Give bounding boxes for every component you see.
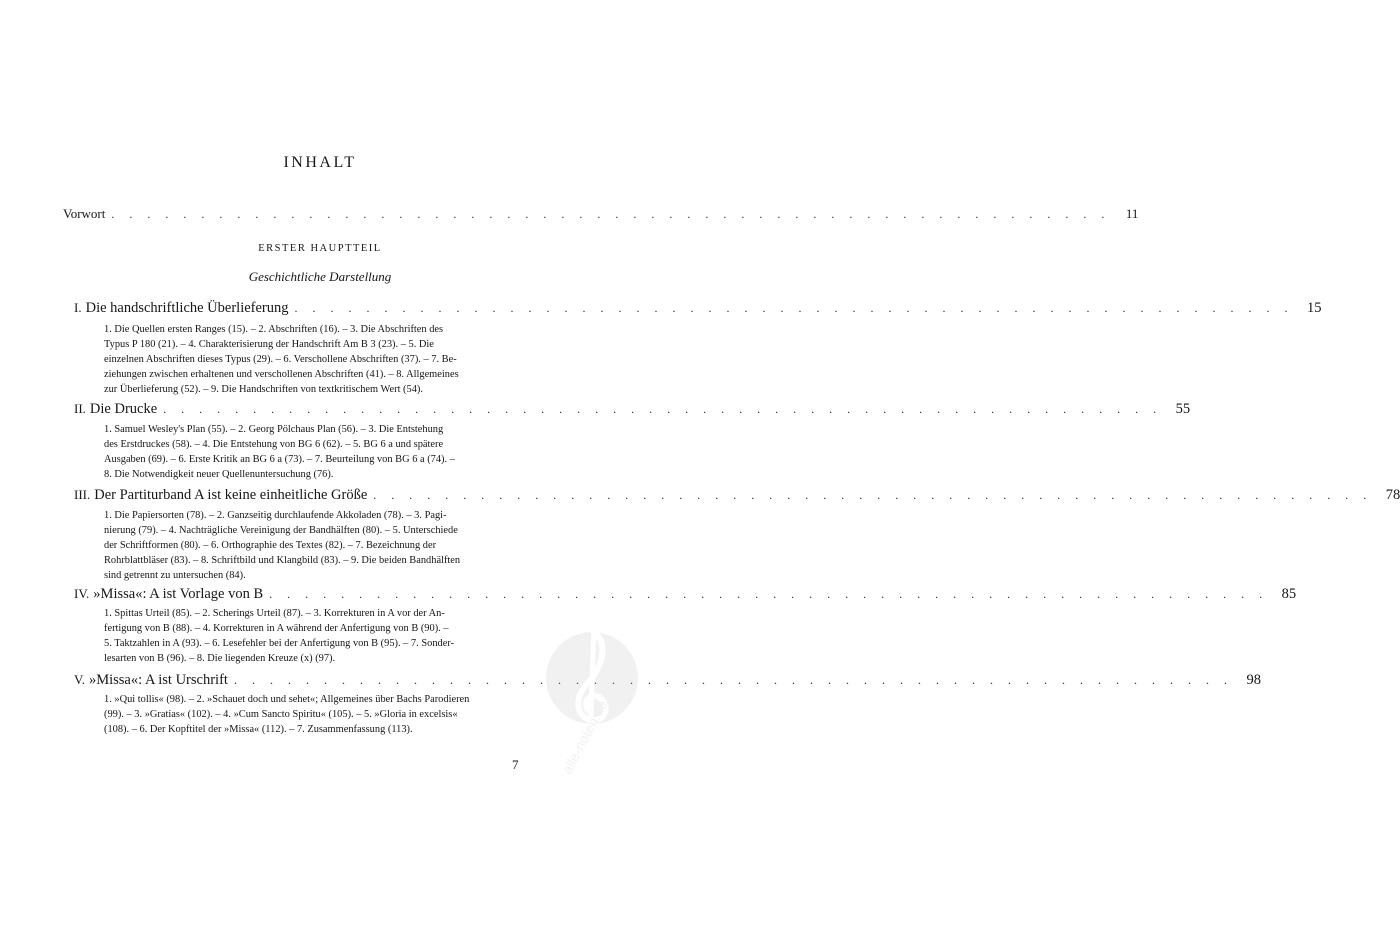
detail-line: fertigung von B (88). – 4. Korrekturen in A während der Anfertigung von B (90). – bbox=[104, 623, 449, 634]
dot-leader: . . . . . . . . . . . . . . . . . . . . . . . . . . . . . . . . . . . . . . . . . . . . . . . . . . . . . . . . bbox=[373, 488, 1373, 502]
chapter-number: III. bbox=[74, 487, 91, 502]
detail-line: zur Überlieferung (52). – 9. Die Handschriften von textkritischem Wert (54). bbox=[104, 384, 423, 395]
detail-line: des Erstdruckes (58). – 4. Die Entstehung von BG 6 (62). – 5. BG 6 a und spätere bbox=[104, 439, 444, 450]
part-heading: ERSTER HAUPTTEIL bbox=[258, 243, 382, 254]
chapter-number: IV. bbox=[74, 586, 90, 601]
detail-line: Rohrblattbläser (83). – 8. Schriftbild und Klangbild (83). – 9. Die beiden Bandhälften bbox=[104, 555, 461, 566]
detail-line: nierung (79). – 4. Nachträgliche Vereinigung der Bandhälften (80). – 5. Unterschiede bbox=[104, 525, 458, 536]
toc-page-number: 15 bbox=[1307, 300, 1322, 316]
detail-line: lesarten von B (96). – 8. Die liegenden Kreuze (x) (97). bbox=[104, 653, 336, 664]
chapter-title: Die handschriftliche Überlieferung bbox=[85, 300, 289, 316]
detail-line: 8. Die Notwendigkeit neuer Quellenuntersuchung (76). bbox=[104, 469, 334, 480]
dot-leader: . . . . . . . . . . . . . . . . . . . . . . . . . . . . . . . . . . . . . . . . . . . . . . . . . . . . . . . . bbox=[294, 301, 1294, 315]
page-number: 7 bbox=[512, 757, 519, 772]
toc-chapter-2[interactable] bbox=[74, 401, 1191, 418]
page-title: INHALT bbox=[283, 154, 357, 171]
toc-entry-label: Vorwort bbox=[63, 206, 106, 221]
part-subtitle: Geschichtliche Darstellung bbox=[248, 269, 392, 284]
toc-page-number: 85 bbox=[1281, 586, 1297, 602]
detail-line: 1. Die Quellen ersten Ranges (15). – 2. Abschriften (16). – 3. Die Abschriften des bbox=[104, 324, 444, 335]
detail-line: 1. Spittas Urteil (85). – 2. Scherings Urteil (87). – 3. Korrekturen in A vor der An- bbox=[104, 608, 445, 619]
watermark-text: alle-noten.de bbox=[558, 697, 611, 777]
chapter-details-1 bbox=[104, 322, 497, 397]
detail-line: sind getrennt zu untersuchen (84). bbox=[104, 570, 246, 581]
chapter-details-4 bbox=[104, 606, 497, 666]
toc-chapter-4[interactable] bbox=[74, 586, 1297, 603]
chapter-title: »Missa«: A ist Urschrift bbox=[88, 672, 228, 688]
detail-line: der Schriftformen (80). – 6. Orthographie des Textes (82). – 7. Bezeichnung der bbox=[104, 540, 437, 551]
toc-page-number: 98 bbox=[1246, 672, 1261, 688]
detail-line: (108). – 6. Der Kopftitel der »Missa« (112). – 7. Zusammenfassung (113). bbox=[104, 724, 413, 735]
dot-leader: . . . . . . . . . . . . . . . . . . . . . . . . . . . . . . . . . . . . . . . . . . . . . . . . . . . . . . . . bbox=[269, 587, 1269, 601]
detail-line: 1. Die Papiersorten (78). – 2. Ganzseitig durchlaufende Akkoladen (78). – 3. Pagi- bbox=[104, 510, 447, 521]
toc-chapter-5[interactable] bbox=[74, 672, 1261, 689]
detail-line: 1. Samuel Wesley's Plan (55). – 2. Georg Pölchaus Plan (56). – 3. Die Entstehung bbox=[104, 424, 444, 435]
chapter-details-3 bbox=[104, 508, 497, 583]
chapter-number: V. bbox=[74, 672, 85, 687]
toc-page-number: 78 bbox=[1385, 487, 1400, 503]
dot-leader: . . . . . . . . . . . . . . . . . . . . . . . . . . . . . . . . . . . . . . . . . . . . . . . . . . . . . . . . bbox=[111, 207, 1111, 221]
detail-line: (99). – 3. »Gratias« (102). – 4. »Cum Sancto Spiritu« (105). – 5. »Gloria in excelsis« bbox=[104, 709, 458, 720]
chapter-title: Die Drucke bbox=[89, 401, 158, 417]
detail-line: 1. »Qui tollis« (98). – 2. »Schauet doch und sehet«; Allgemeines über Bachs Parodieren bbox=[104, 694, 470, 705]
detail-line: Typus P 180 (21). – 4. Charakterisierung der Handschrift Am B 3 (23). – 5. Die bbox=[104, 339, 434, 350]
dot-leader: . . . . . . . . . . . . . . . . . . . . . . . . . . . . . . . . . . . . . . . . . . . . . . . . . . . . . . . . bbox=[163, 402, 1163, 416]
chapter-number: II. bbox=[74, 401, 86, 416]
detail-line: ziehungen zwischen erhaltenen und verschollenen Abschriften (41). – 8. Allgemeines bbox=[104, 369, 459, 380]
chapter-number: I. bbox=[74, 300, 82, 315]
toc-page-number: 11 bbox=[1125, 206, 1139, 221]
dot-leader: . . . . . . . . . . . . . . . . . . . . . . . . . . . . . . . . . . . . . . . . . . . . . . . . . . . . . . . . bbox=[233, 673, 1233, 687]
toc-page-number: 55 bbox=[1175, 401, 1191, 417]
chapter-title: »Missa«: A ist Vorlage von B bbox=[93, 586, 264, 602]
detail-line: 5. Taktzahlen in A (93). – 6. Lesefehler bei der Anfertigung von B (95). – 7. Sonder- bbox=[104, 638, 455, 649]
detail-line: Ausgaben (69). – 6. Erste Kritik an BG 6 a (73). – 7. Beurteilung von BG 6 a (74). – bbox=[104, 454, 455, 465]
chapter-details-5 bbox=[104, 692, 497, 737]
toc-chapter-3[interactable] bbox=[74, 487, 1400, 504]
chapter-details-2 bbox=[104, 422, 497, 482]
toc-chapter-1[interactable] bbox=[74, 300, 1322, 317]
toc-entry-foreword[interactable] bbox=[63, 206, 1139, 222]
watermark bbox=[530, 590, 630, 790]
detail-line: einzelnen Abschriften dieses Typus (29). – 6. Verschollene Abschriften (37). – 7. Be- bbox=[104, 354, 457, 365]
chapter-title: Der Partiturband A ist keine einheitliche Größe bbox=[94, 487, 368, 503]
